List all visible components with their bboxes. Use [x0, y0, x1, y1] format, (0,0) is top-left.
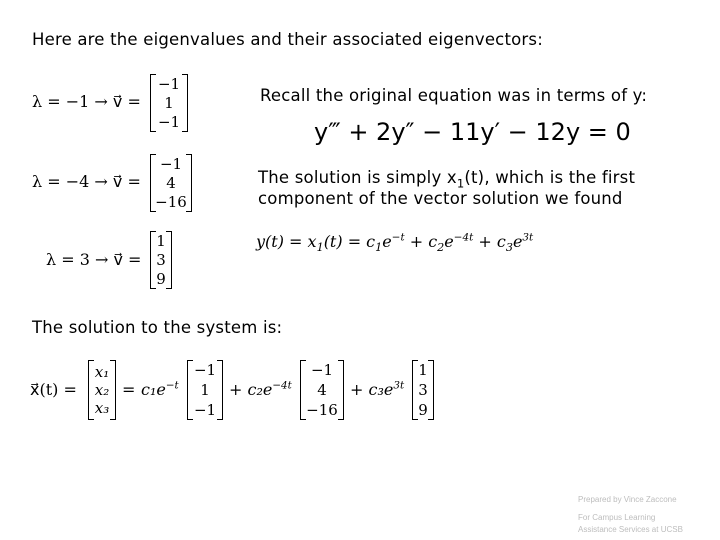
- solution-explanation-line1: [258, 168, 635, 190]
- e1: e: [382, 232, 392, 252]
- solution-explanation-line2: component of the vector solution we found: [258, 189, 623, 208]
- eigenvector-2: [150, 154, 192, 212]
- x-vector-entry: x₃: [94, 399, 110, 417]
- footer-line: Assistance Services at UCSB: [578, 525, 683, 534]
- v3-entry: 9: [418, 401, 428, 419]
- eigenvector-1-entry: −1: [157, 113, 181, 132]
- system-v3: [412, 360, 434, 420]
- term3-coef: + c₃e: [350, 380, 394, 400]
- eigenvector-2-entry: 4: [166, 173, 176, 192]
- solution-text-sub: 1: [456, 176, 465, 191]
- system-lhs: x⃗(t) =: [30, 380, 77, 399]
- term2-coef: + c₂e: [229, 380, 273, 400]
- v1-entry: −1: [193, 361, 217, 379]
- eigenvector-3-entry: 3: [156, 250, 166, 269]
- v2-entry: −1: [310, 361, 334, 379]
- v2-entry: −16: [306, 401, 338, 419]
- term1-exp: −t: [165, 380, 179, 392]
- system-v2: [300, 360, 344, 420]
- x-vector-entry: x₁: [94, 363, 110, 381]
- term3-exp: 3t: [393, 380, 405, 392]
- y-lhs-sub: 1: [316, 241, 324, 255]
- c2-sub: 2: [437, 241, 445, 255]
- plus2: + c: [473, 232, 506, 252]
- eigenvector-3-entry: 9: [156, 270, 166, 289]
- eigenvalue-1-expression: λ = −1 → v⃗ =: [32, 92, 141, 111]
- eigenvector-1-entry: 1: [164, 93, 174, 112]
- plus1: + c: [404, 232, 438, 252]
- eigenvector-3: [150, 231, 172, 289]
- footer-line: For Campus Learning: [578, 513, 656, 522]
- eigenvector-2-entry: −16: [155, 193, 187, 212]
- original-equation: y‴ + 2y″ − 11y′ − 12y = 0: [314, 118, 631, 146]
- eigenvector-2-entry: −1: [159, 154, 183, 173]
- c1-sub: 1: [375, 241, 383, 255]
- v2-entry: 4: [317, 381, 327, 399]
- e2: e: [444, 232, 454, 252]
- term1-coef: c₁e: [141, 380, 166, 400]
- y-solution-equation: [256, 232, 533, 255]
- footer-line: Prepared by Vince Zaccone: [578, 495, 677, 504]
- x-vector-entry: x₂: [94, 381, 110, 399]
- system-label: The solution to the system is:: [32, 318, 283, 337]
- footer-credit: [578, 494, 683, 536]
- v1-entry: −1: [193, 401, 217, 419]
- c3-sub: 3: [505, 241, 513, 255]
- recall-text: Recall the original equation was in terms of y:: [260, 86, 648, 105]
- exp2: −4t: [453, 232, 474, 244]
- system-v1: [187, 360, 223, 420]
- eigenvector-1-entry: −1: [157, 74, 181, 93]
- e3: e: [512, 232, 523, 252]
- eigenvalue-2-expression: λ = −4 → v⃗ =: [32, 172, 141, 191]
- exp3: 3t: [522, 232, 534, 244]
- eigenvector-1: [150, 74, 188, 132]
- term2: [229, 380, 292, 399]
- eigenvector-3-entry: 1: [156, 231, 166, 250]
- exp1: −t: [391, 232, 405, 244]
- term3: [350, 380, 404, 399]
- v3-entry: 1: [418, 361, 428, 379]
- solution-text-post: (t), which is the first: [464, 168, 636, 187]
- v3-entry: 3: [418, 381, 428, 399]
- term1: [141, 380, 179, 399]
- x-vector: [88, 360, 116, 420]
- y-lhs: y(t) = x: [256, 232, 317, 252]
- page-heading: Here are the eigenvalues and their associated eigenvectors:: [32, 30, 543, 49]
- v1-entry: 1: [200, 381, 210, 399]
- term2-exp: −4t: [272, 380, 292, 392]
- system-eq-sign: =: [122, 380, 136, 399]
- y-lhs-post: (t) = c: [323, 232, 376, 252]
- eigenvalue-3-expression: λ = 3 → v⃗ =: [46, 250, 142, 269]
- solution-text-pre: The solution is simply x: [258, 168, 457, 187]
